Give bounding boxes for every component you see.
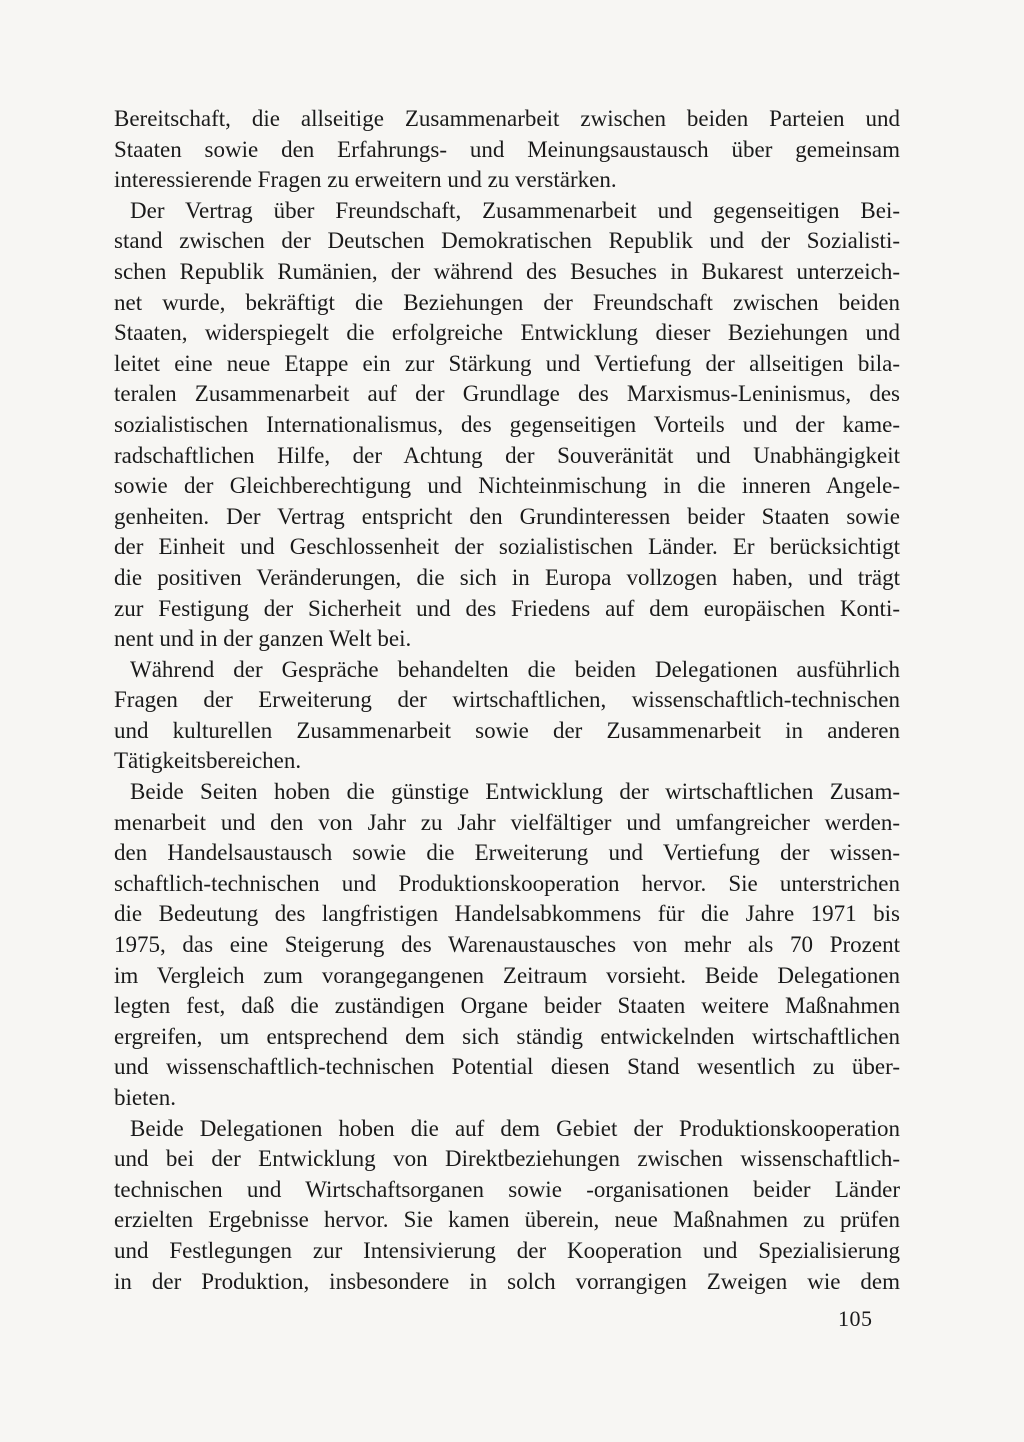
paragraph <box>114 655 900 777</box>
paragraph <box>114 777 900 1114</box>
text-line: bieten. <box>114 1085 176 1110</box>
text-line: und bei der Entwicklung von Direktbeziehungen zwischen wissenschaftlich- <box>114 1146 900 1172</box>
text-line: Beide Seiten hoben die günstige Entwicklung der wirtschaftlichen Zusam- <box>130 779 900 805</box>
text-line: Der Vertrag über Freundschaft, Zusammenarbeit und gegenseitigen Bei- <box>130 197 900 223</box>
text-line: der Einheit und Geschlossenheit der sozialistischen Länder. Er berücksichtigt <box>114 534 900 560</box>
text-line: in der Produktion, insbesondere in solch vorrangigen Zweigen wie dem <box>114 1268 900 1294</box>
text-line: sozialistischen Internationalismus, des gegenseitigen Vorteils und der kame- <box>114 411 900 437</box>
text-line: ergreifen, um entsprechend dem sich ständig entwickelnden wirtschaftlichen <box>114 1023 900 1049</box>
text-line: Fragen der Erweiterung der wirtschaftlichen, wissenschaftlich-technischen <box>114 687 900 713</box>
text-line: Tätigkeitsbereichen. <box>114 748 302 774</box>
text-line: technischen und Wirtschaftsorganen sowie -organisationen beider Länder <box>114 1176 900 1202</box>
text-line: schen Republik Rumänien, der während des Besuches in Bukarest unterzeich- <box>114 258 900 284</box>
text-line: und wissenschaftlich-technischen Potential diesen Stand wesentlich zu über- <box>114 1054 900 1080</box>
text-line: teralen Zusammenarbeit auf der Grundlage des Marxismus-Leninismus, des <box>114 381 900 407</box>
text-line: Staaten sowie den Erfahrungs- und Meinungsaustausch über gemeinsam <box>114 136 900 162</box>
text-line: zur Festigung der Sicherheit und des Friedens auf dem europäischen Konti- <box>114 595 900 621</box>
text-line: Staaten, widerspiegelt die erfolgreiche Entwicklung dieser Beziehungen und <box>114 320 900 346</box>
document-page <box>114 104 900 1297</box>
text-line: 1975, das eine Steigerung des Warenaustausches von mehr als 70 Prozent <box>114 932 900 958</box>
text-line: net wurde, bekräftigt die Beziehungen der Freundschaft zwischen beiden <box>114 289 900 315</box>
paragraph <box>114 196 900 655</box>
text-line: interessierende Fragen zu erweitern und zu verstärken. <box>114 167 617 193</box>
text-line: stand zwischen der Deutschen Demokratischen Republik und der Sozialisti- <box>114 228 900 254</box>
text-line: die Bedeutung des langfristigen Handelsabkommens für die Jahre 1971 bis <box>114 901 900 927</box>
text-line: Während der Gespräche behandelten die beiden Delegationen ausführlich <box>130 656 900 682</box>
text-line: sowie der Gleichberechtigung und Nichteinmischung in die inneren Angele- <box>114 473 900 499</box>
text-line: Beide Delegationen hoben die auf dem Gebiet der Produktionskooperation <box>130 1115 900 1141</box>
text-line: und Festlegungen zur Intensivierung der Kooperation und Spezialisierung <box>114 1237 900 1263</box>
text-line: und kulturellen Zusammenarbeit sowie der Zusammenarbeit in anderen <box>114 717 900 743</box>
text-line: im Vergleich zum vorangegangenen Zeitraum vorsieht. Beide Delegationen <box>114 962 900 988</box>
text-line: den Handelsaustausch sowie die Erweiterung und Vertiefung der wissen- <box>114 840 900 866</box>
text-line: genheiten. Der Vertrag entspricht den Grundinteressen beider Staaten sowie <box>114 503 900 529</box>
text-line: legten fest, daß die zuständigen Organe beider Staaten weitere Maßnahmen <box>114 993 900 1019</box>
text-line: schaftlich-technischen und Produktionskooperation hervor. Sie unterstrichen <box>114 870 900 896</box>
paragraph <box>114 104 900 196</box>
paragraph <box>114 1114 900 1298</box>
text-line: nent und in der ganzen Welt bei. <box>114 626 412 652</box>
text-line: die positiven Veränderungen, die sich in Europa vollzogen haben, und trägt <box>114 564 900 590</box>
page-number: 105 <box>838 1306 873 1331</box>
text-line: menarbeit und den von Jahr zu Jahr vielfältiger und umfangreicher werden- <box>114 809 900 835</box>
text-line: radschaftlichen Hilfe, der Achtung der Souveränität und Unabhängigkeit <box>114 442 900 468</box>
text-line: erzielten Ergebnisse hervor. Sie kamen überein, neue Maßnahmen zu prüfen <box>114 1207 900 1233</box>
body-text <box>114 104 900 1297</box>
text-line: leitet eine neue Etappe ein zur Stärkung und Vertiefung der allseitigen bila- <box>114 350 900 376</box>
text-line: Bereitschaft, die allseitige Zusammenarbeit zwischen beiden Parteien und <box>114 106 900 131</box>
